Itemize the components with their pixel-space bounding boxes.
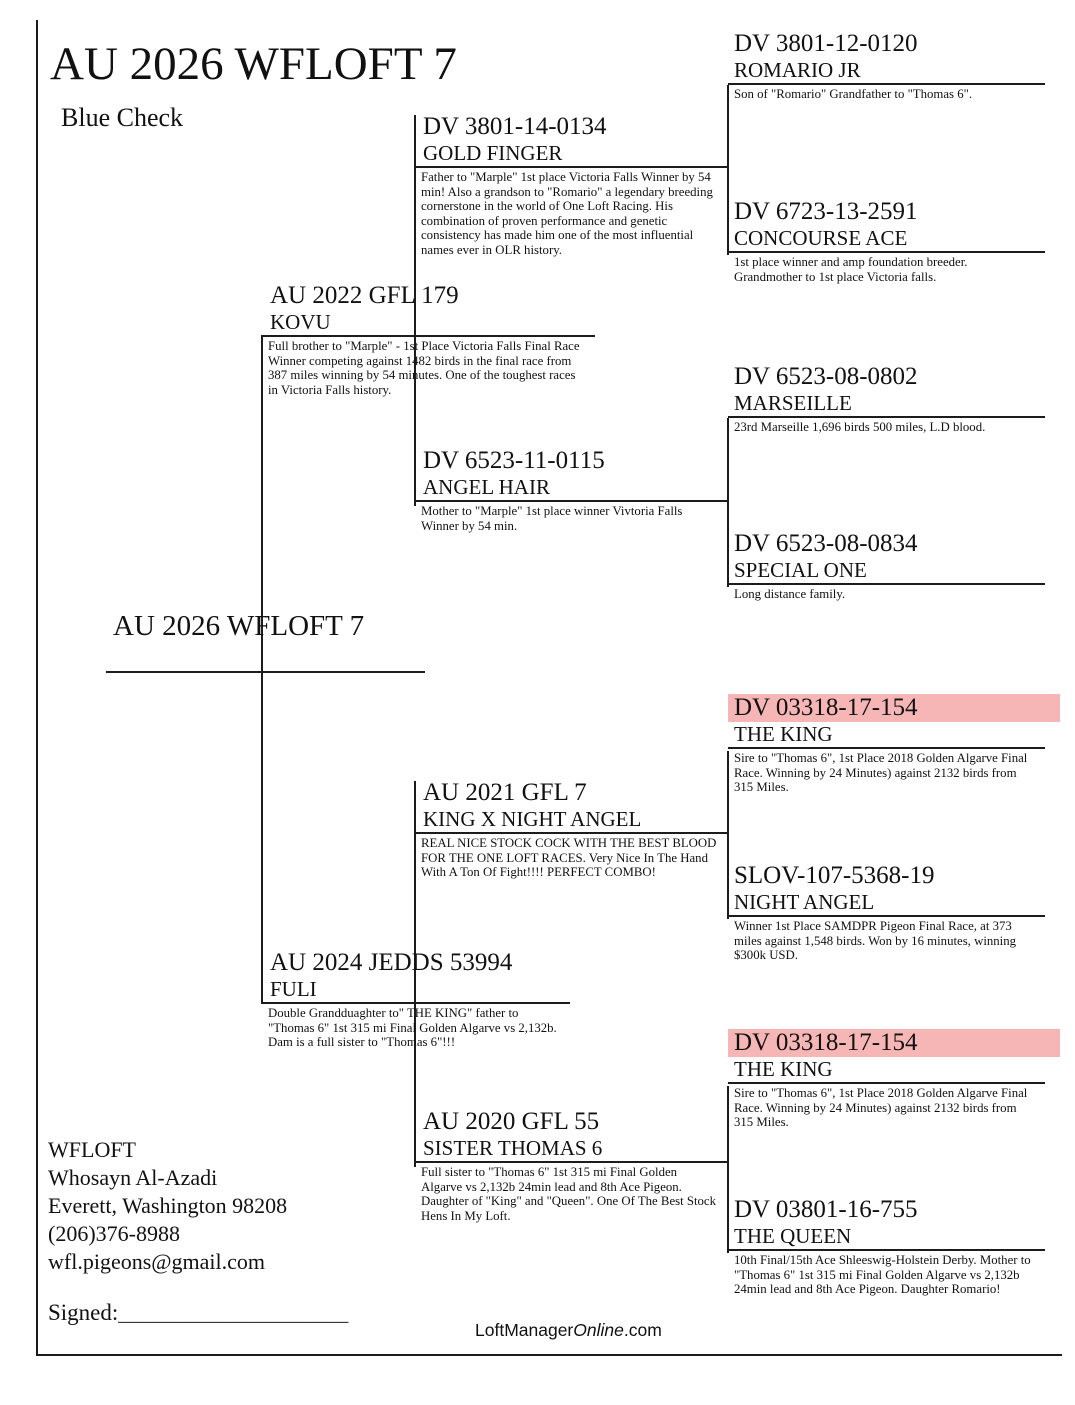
subject-underline	[106, 671, 425, 673]
bird-name: FULI	[270, 977, 317, 1001]
node-night-angel	[728, 862, 1045, 963]
ring-number: DV 03801-16-755	[734, 1196, 918, 1223]
ring-number: DV 3801-12-0120	[734, 30, 918, 57]
ring-number: AU 2020 GFL 55	[423, 1108, 600, 1135]
node-marseille	[728, 363, 1045, 435]
page-subtitle: Blue Check	[61, 103, 184, 132]
bird-note: Sire to "Thomas 6", 1st Place 2018 Golden Algarve Final Race. Winning by 24 Minutes) against 2132 birds from 315 Miles.	[728, 1082, 1045, 1130]
footer-brand-name: LoftManager	[475, 1320, 574, 1340]
bird-name: THE QUEEN	[734, 1224, 852, 1248]
node-king-x-night-angel	[414, 779, 727, 880]
node-concourse-ace	[728, 198, 1045, 284]
bird-name: GOLD FINGER	[423, 141, 563, 165]
bird-name: ROMARIO JR	[734, 58, 861, 82]
node-gold-finger	[414, 113, 727, 257]
bird-name: KOVU	[270, 310, 331, 334]
bird-name: THE KING	[734, 722, 833, 746]
bird-note: Full sister to "Thomas 6" 1st 315 mi Final Golden Algarve vs 2,132b 24min lead and 8th Ace Pigeon. Daughter of "King" and "Queen". One Of The Best Stock Hens In My Loft.	[414, 1161, 727, 1223]
loft-info	[48, 1136, 287, 1276]
loft-phone: (206)376-8988	[48, 1221, 180, 1246]
bird-note: 1st place winner and amp foundation breeder. Grandmother to 1st place Victoria falls.	[728, 251, 1045, 284]
ring-number: DV 6523-08-0834	[734, 530, 918, 557]
ring-number: AU 2021 GFL 7	[423, 779, 587, 806]
page-title: AU 2026 WFLOFT 7	[50, 38, 457, 90]
page-border-bottom	[36, 1354, 1062, 1356]
ring-number-highlighted: DV 03318-17-154	[728, 694, 1060, 722]
node-angel-hair	[414, 447, 727, 533]
loft-email: wfl.pigeons@gmail.com	[48, 1249, 266, 1274]
ring-number-highlighted: DV 03318-17-154	[728, 1029, 1060, 1057]
bird-note: Winner 1st Place SAMDPR Pigeon Final Race, at 373 miles against 1,548 birds. Won by 16 minutes, winning $300k USD.	[728, 915, 1045, 963]
bird-note: REAL NICE STOCK COCK WITH THE BEST BLOOD FOR THE ONE LOFT RACES. Very Nice In The Hand With A Ton Of Fight!!!! PERFECT COMBO!	[414, 832, 727, 880]
signed-row	[48, 1300, 348, 1326]
footer-brand-tld: .com	[623, 1320, 662, 1340]
loft-address: Everett, Washington 98208	[48, 1193, 288, 1218]
footer-brand-online: Online	[573, 1320, 624, 1340]
bird-name: MARSEILLE	[734, 391, 852, 415]
ring-number: DV 6523-11-0115	[423, 447, 605, 474]
connector-line	[261, 337, 263, 1003]
loft-owner: Whosayn Al-Azadi	[48, 1165, 218, 1190]
node-kovu	[261, 282, 595, 397]
bird-name: KING X NIGHT ANGEL	[423, 807, 642, 831]
node-the-king-2	[728, 1029, 1045, 1130]
ring-number: DV 6723-13-2591	[734, 198, 918, 225]
bird-note: 10th Final/15th Ace Shleeswig-Holstein Derby. Mother to "Thomas 6" 1st 315 mi Final Golden Algarve vs 2,132b 24min lead and 8th Ace Pigeon. Daughter Romario!	[728, 1249, 1045, 1297]
ring-number: AU 2024 JEDDS 53994	[270, 949, 513, 976]
ring-number: AU 2022 GFL 179	[270, 282, 459, 309]
bird-note: Mother to "Marple" 1st place winner Vivtoria Falls Winner by 54 min.	[414, 500, 727, 533]
bird-name: NIGHT ANGEL	[734, 890, 875, 914]
bird-note: Son of "Romario" Grandfather to "Thomas 6".	[728, 83, 1045, 102]
bird-name: THE KING	[734, 1057, 833, 1081]
node-the-queen	[728, 1196, 1045, 1297]
node-special-one	[728, 530, 1045, 602]
page-border-left	[36, 20, 38, 1356]
bird-note: Long distance family.	[728, 583, 1045, 602]
node-fuli	[261, 949, 570, 1050]
bird-name: SPECIAL ONE	[734, 558, 867, 582]
bird-name: SISTER THOMAS 6	[423, 1136, 603, 1160]
ring-number: DV 6523-08-0802	[734, 363, 918, 390]
node-romario-jr	[728, 30, 1045, 102]
footer-brand	[475, 1320, 662, 1341]
ring-number: SLOV-107-5368-19	[734, 862, 935, 889]
node-the-king-1	[728, 694, 1045, 795]
bird-note: Sire to "Thomas 6", 1st Place 2018 Golden Algarve Final Race. Winning by 24 Minutes) against 2132 birds from 315 Miles.	[728, 747, 1045, 795]
subject-ring: AU 2026 WFLOFT 7	[113, 610, 365, 642]
bird-note: 23rd Marseille 1,696 birds 500 miles, L.D blood.	[728, 416, 1045, 435]
bird-note: Double Grandduaghter to" THE KING" father to "Thomas 6" 1st 315 mi Final Golden Algarve vs 2,132b. Dam is a full sister to "Thomas 6"!!!	[261, 1002, 570, 1050]
node-sister-thomas-6	[414, 1108, 727, 1223]
loft-name: WFLOFT	[48, 1137, 136, 1162]
bird-note: Father to "Marple" 1st place Victoria Falls Winner by 54 min! Also a grandson to "Romario" a legendary breeding cornerstone in the world of One Loft Racing. His combination of proven performance and genetic consistency has made him one of the most influential names ever in OLR history.	[414, 166, 727, 257]
signed-label: Signed:	[48, 1300, 119, 1325]
signature-line: ____________________	[118, 1300, 349, 1325]
bird-name: CONCOURSE ACE	[734, 226, 908, 250]
bird-note: Full brother to "Marple" - 1st Place Victoria Falls Final Race Winner competing against 1482 birds in the final race from 387 miles winning by 54 minutes. One of the toughest races in Victoria Falls history.	[261, 335, 595, 397]
ring-number: DV 3801-14-0134	[423, 113, 607, 140]
bird-name: ANGEL HAIR	[423, 475, 550, 499]
